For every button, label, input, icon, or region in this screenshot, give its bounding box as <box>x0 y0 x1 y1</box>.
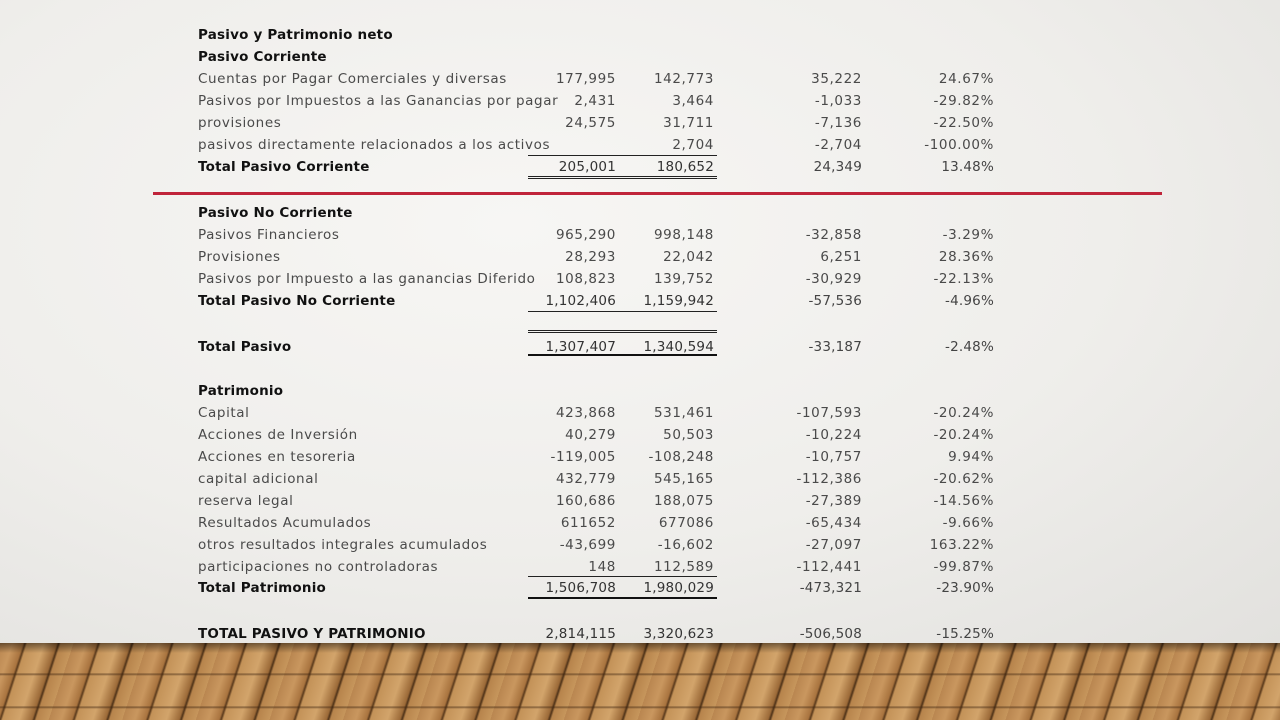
total-year-2: 1,340,594 <box>643 339 714 355</box>
value-year-1: 24,575 <box>565 115 616 131</box>
total-double-rule <box>528 176 717 179</box>
table-row <box>0 446 1280 468</box>
value-year-2: 188,075 <box>653 493 714 509</box>
wood-floor-decoration <box>0 643 1280 720</box>
total-year-1: 2,814,115 <box>545 626 616 642</box>
variation-value: -7,136 <box>814 115 862 131</box>
variation-value: 35,222 <box>811 71 862 87</box>
value-year-2: -108,248 <box>648 449 714 465</box>
table-row <box>0 468 1280 490</box>
variation-value: -32,858 <box>805 227 862 243</box>
value-year-1: 28,293 <box>565 249 616 265</box>
variation-value: -27,097 <box>805 537 862 553</box>
value-year-2: -16,602 <box>657 537 714 553</box>
variation-percent: -3.29% <box>942 227 994 243</box>
total-year-1: 1,102,406 <box>545 293 616 309</box>
row-label: Resultados Acumulados <box>198 515 372 531</box>
table-row <box>0 246 1280 268</box>
table-heading <box>0 24 1280 46</box>
table-row <box>0 402 1280 424</box>
variation-value: -27,389 <box>805 493 862 509</box>
total-percent: 13.48% <box>941 159 994 175</box>
value-year-2: 3,464 <box>672 93 714 109</box>
grand-total-label: TOTAL PASIVO Y PATRIMONIO <box>198 626 426 642</box>
variation-percent: -99.87% <box>933 559 994 575</box>
table-row <box>0 134 1280 156</box>
total-year-2: 3,320,623 <box>643 626 714 642</box>
total-label: Total Patrimonio <box>198 580 327 596</box>
total-thick-rule <box>528 597 717 599</box>
value-year-2: 22,042 <box>663 249 714 265</box>
section-title-label: Pasivo No Corriente <box>198 205 353 221</box>
table-row <box>0 68 1280 90</box>
table-row <box>0 534 1280 556</box>
row-label: participaciones no controladoras <box>198 559 439 575</box>
value-year-1: 148 <box>588 559 616 575</box>
row-label: Pasivos por Impuestos a las Ganancias por pagar <box>198 93 559 109</box>
total-year-1: 1,307,407 <box>545 339 616 355</box>
row-label: Cuentas por Pagar Comerciales y diversas <box>198 71 507 87</box>
total-year-1: 1,506,708 <box>545 580 616 596</box>
value-year-2: 139,752 <box>653 271 714 287</box>
value-year-1: 40,279 <box>565 427 616 443</box>
row-label: Pasivos por Impuesto a las ganancias Diferido <box>198 271 536 287</box>
total-variation: -506,508 <box>799 626 862 642</box>
total-year-2: 1,159,942 <box>643 293 714 309</box>
variation-value: -10,757 <box>805 449 862 465</box>
row-label: Pasivos Financieros <box>198 227 340 243</box>
section-title-pasivo-corriente <box>0 46 1280 68</box>
table-row <box>0 268 1280 290</box>
value-year-2: 142,773 <box>653 71 714 87</box>
value-year-1: 965,290 <box>555 227 616 243</box>
variation-percent: -29.82% <box>933 93 994 109</box>
row-label: Acciones de Inversión <box>198 427 358 443</box>
section-title-label: Pasivo Corriente <box>198 49 327 65</box>
value-year-2: 31,711 <box>663 115 714 131</box>
variation-percent: -20.24% <box>933 427 994 443</box>
value-year-1: 160,686 <box>555 493 616 509</box>
total-row <box>0 290 1280 312</box>
total-year-2: 1,980,029 <box>643 580 714 596</box>
row-label: pasivos directamente relacionados a los activos <box>198 137 551 153</box>
value-year-2: 677086 <box>658 515 714 531</box>
total-row <box>0 156 1280 178</box>
variation-value: -65,434 <box>805 515 862 531</box>
section-title-pasivo-no-corriente <box>0 202 1280 224</box>
grand-total-row <box>0 623 1280 645</box>
variation-value: -1,033 <box>814 93 862 109</box>
total-percent: -2.48% <box>945 339 994 355</box>
value-year-1: 423,868 <box>555 405 616 421</box>
value-year-1: 2,431 <box>574 93 616 109</box>
variation-percent: -22.13% <box>933 271 994 287</box>
table-row <box>0 424 1280 446</box>
total-percent: -23.90% <box>936 580 994 596</box>
value-year-1: 177,995 <box>555 71 616 87</box>
value-year-2: 545,165 <box>653 471 714 487</box>
total-row <box>0 577 1280 599</box>
variation-percent: 28.36% <box>938 249 994 265</box>
value-year-1: 611652 <box>560 515 616 531</box>
variation-percent: -22.50% <box>933 115 994 131</box>
variation-value: -10,224 <box>805 427 862 443</box>
total-year-2: 180,652 <box>656 159 714 175</box>
row-label: provisiones <box>198 115 282 131</box>
value-year-1: -43,699 <box>559 537 616 553</box>
variation-percent: -9.66% <box>942 515 994 531</box>
total-double-rule <box>528 330 717 333</box>
value-year-2: 2,704 <box>672 137 714 153</box>
heading-label: Pasivo y Patrimonio neto <box>198 27 393 43</box>
section-title-label: Patrimonio <box>198 383 284 399</box>
value-year-2: 112,589 <box>653 559 714 575</box>
variation-value: -2,704 <box>814 137 862 153</box>
total-label: Total Pasivo No Corriente <box>198 293 396 309</box>
table-row <box>0 112 1280 134</box>
variation-percent: 24.67% <box>938 71 994 87</box>
table-row <box>0 490 1280 512</box>
total-variation: -57,536 <box>808 293 862 309</box>
variation-value: 6,251 <box>820 249 862 265</box>
total-percent: -15.25% <box>936 626 994 642</box>
total-label: Total Pasivo <box>198 339 292 355</box>
table-row <box>0 512 1280 534</box>
total-year-1: 205,001 <box>558 159 616 175</box>
total-thick-rule <box>528 354 717 356</box>
subtotal-rule <box>528 311 717 312</box>
row-label: Acciones en tesoreria <box>198 449 356 465</box>
variation-percent: -20.24% <box>933 405 994 421</box>
variation-percent: 163.22% <box>929 537 994 553</box>
row-label: otros resultados integrales acumulados <box>198 537 488 553</box>
row-label: capital adicional <box>198 471 319 487</box>
table-row <box>0 90 1280 112</box>
row-label: Capital <box>198 405 250 421</box>
value-year-2: 531,461 <box>653 405 714 421</box>
total-variation: 24,349 <box>813 159 862 175</box>
row-label: Provisiones <box>198 249 281 265</box>
variation-value: -112,386 <box>796 471 862 487</box>
variation-percent: -14.56% <box>933 493 994 509</box>
total-label: Total Pasivo Corriente <box>198 159 370 175</box>
value-year-2: 998,148 <box>653 227 714 243</box>
total-variation: -473,321 <box>799 580 862 596</box>
table-row <box>0 224 1280 246</box>
section-title-patrimonio <box>0 380 1280 402</box>
total-variation: -33,187 <box>808 339 862 355</box>
value-year-1: 108,823 <box>555 271 616 287</box>
variation-value: -30,929 <box>805 271 862 287</box>
variation-value: -107,593 <box>796 405 862 421</box>
red-divider-line <box>153 192 1162 195</box>
total-percent: -4.96% <box>945 293 994 309</box>
row-label: reserva legal <box>198 493 294 509</box>
variation-value: -112,441 <box>796 559 862 575</box>
variation-percent: -100.00% <box>924 137 994 153</box>
table-row <box>0 556 1280 578</box>
value-year-1: -119,005 <box>550 449 616 465</box>
value-year-1: 432,779 <box>555 471 616 487</box>
variation-percent: -20.62% <box>933 471 994 487</box>
value-year-2: 50,503 <box>663 427 714 443</box>
variation-percent: 9.94% <box>948 449 994 465</box>
